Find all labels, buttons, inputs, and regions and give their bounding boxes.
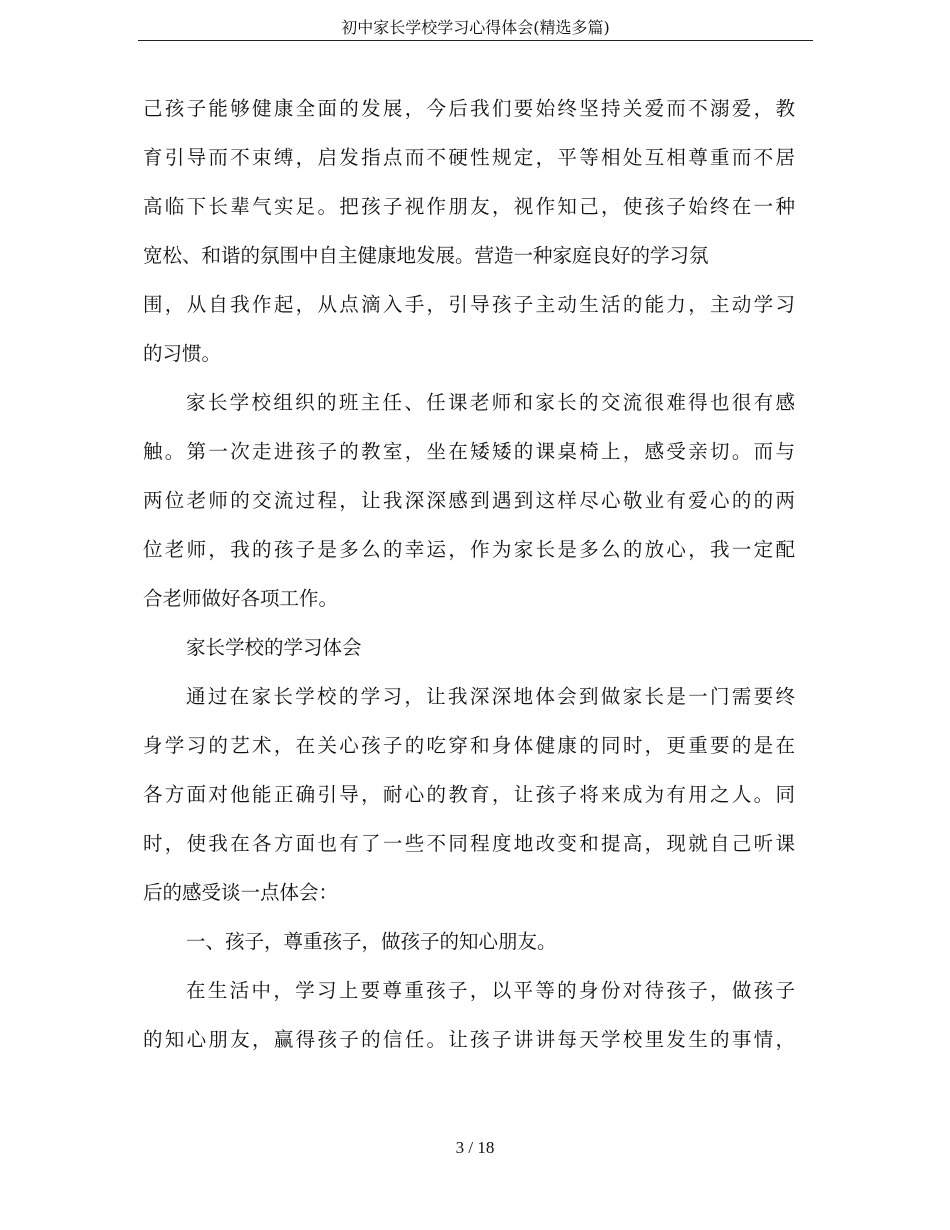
document-body	[143, 84, 795, 1064]
text-line-14: 身学习的艺术，在关心孩子的吃穿和身体健康的同时，更重要的是在	[143, 734, 795, 757]
document-title: 初中家长学校学习心得体会(精选多篇)	[341, 18, 610, 37]
section-heading: 家长学校的学习体会	[186, 636, 362, 659]
text-line-9: 两位老师的交流过程，让我深深感到遇到这样尽心敬业有爱心的的两	[143, 489, 795, 512]
page-footer	[0, 1138, 950, 1158]
text-line-1: 己孩子能够健康全面的发展，今后我们要始终坚持关爱而不溺爱，教	[143, 97, 795, 120]
text-line-19: 在生活中，学习上要尊重孩子，以平等的身份对待孩子，做孩子	[186, 979, 795, 1002]
text-line-11: 合老师做好各项工作。	[143, 587, 339, 610]
text-line-3: 高临下长辈气实足。把孩子视作朋友，视作知己，使孩子始终在一种	[143, 195, 795, 218]
text-line-7: 家长学校组织的班主任、任课老师和家长的交流很难得也很有感	[186, 391, 795, 414]
text-line-15: 各方面对他能正确引导，耐心的教育，让孩子将来成为有用之人。同	[143, 783, 795, 806]
numbered-point-heading: 一、孩子，尊重孩子，做孩子的知心朋友。	[186, 930, 557, 953]
text-line-10: 位老师，我的孩子是多么的幸运，作为家长是多么的放心，我一定配	[143, 538, 795, 561]
text-line-6: 的习惯。	[143, 342, 222, 365]
text-line-4: 宽松、和谐的氛围中自主健康地发展。营造一种家庭良好的学习氛	[143, 244, 709, 267]
text-line-17: 后的感受谈一点体会：	[143, 881, 339, 904]
text-line-13: 通过在家长学校的学习，让我深深地体会到做家长是一门需要终	[186, 685, 795, 708]
text-line-5: 围，从自我作起，从点滴入手，引导孩子主动生活的能力，主动学习	[143, 293, 795, 316]
text-line-8: 触。第一次走进孩子的教室，坐在矮矮的课桌椅上，感受亲切。而与	[143, 440, 795, 463]
page-header	[138, 18, 813, 41]
page-number: 3 / 18	[455, 1138, 495, 1157]
text-line-20: 的知心朋友，赢得孩子的信任。让孩子讲讲每天学校里发生的事情，	[143, 1028, 795, 1051]
text-line-16: 时，使我在各方面也有了一些不同程度地改变和提高，现就自己听课	[143, 832, 795, 855]
text-line-2: 育引导而不束缚，启发指点而不硬性规定，平等相处互相尊重而不居	[143, 146, 795, 169]
